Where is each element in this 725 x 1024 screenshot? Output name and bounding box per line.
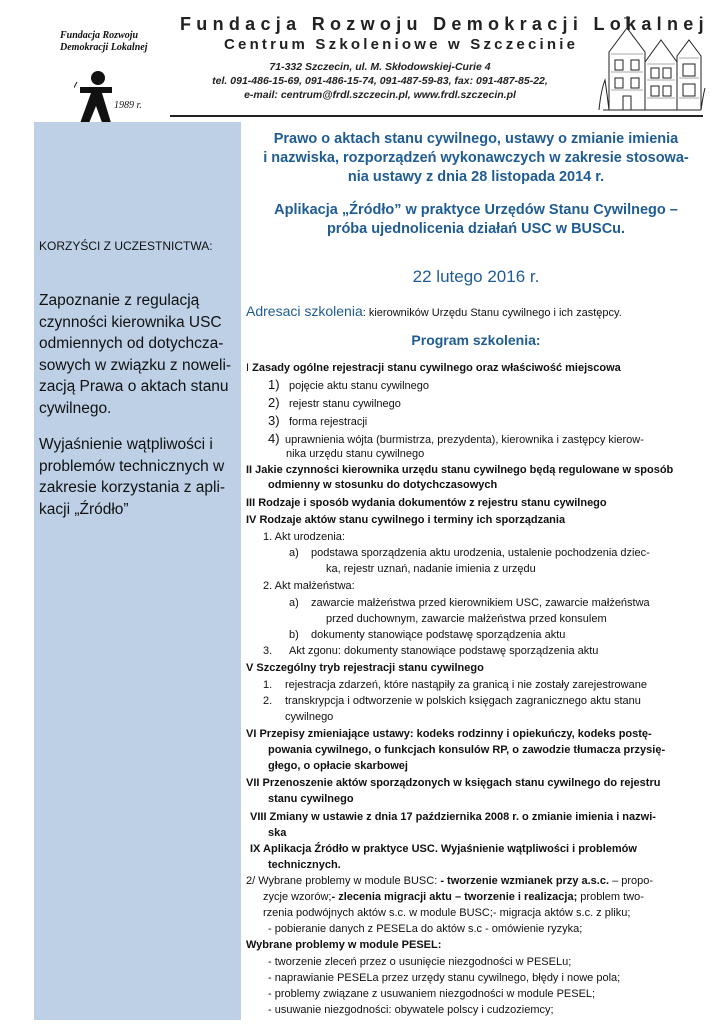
org-name: Fundacja Rozwoju Demokracji Lokalnej (180, 14, 709, 34)
list-item-text: rejestr stanu cywilnego (289, 398, 401, 410)
benefit-1-line: odmiennych od dotychcza- (39, 335, 224, 352)
section-9: IX Aplikacja Źródło w praktyce USC. Wyjaśnienie wątpliwości i problemów (250, 843, 637, 855)
birth-certificate: 1. Akt urodzenia: (263, 531, 345, 543)
busc-problems-continued: rzenia podwójnych aktów s.c. w module BUSC;- migracja aktów s.c. z pliku; (263, 907, 631, 919)
sub-item-text: podstawa sporządzenia aktu urodzenia, ustalenie pochodzenia dziec- (311, 547, 650, 559)
benefit-2-line: kacji „Źródło” (39, 500, 129, 518)
program-heading: Program szkolenia: (411, 332, 541, 348)
marriage-certificate: 2. Akt małżeństwa: (263, 580, 355, 592)
course-subtitle-line: Aplikacja „Źródło” w praktyce Urzędów Stanu Cywilnego – (274, 202, 678, 218)
addressees-text: : kierowników Urzędu Stanu cywilnego i ich zastępcy. (362, 307, 622, 319)
logo-year: 1989 r. (114, 100, 142, 111)
section-2: II Jakie czynności kierownika urzędu stanu cywilnego będą regulowane w sposób (246, 464, 674, 476)
list-item (263, 678, 647, 692)
list-item-continued: nika urzędu stanu cywilnego (286, 448, 425, 460)
pesel-item: - usuwanie niezgodności: obywatele polscy i cudzoziemcy; (268, 1004, 554, 1016)
list-item-num: 1. (263, 679, 273, 691)
sub-item-letter: a) (289, 597, 299, 609)
benefit-1-line: czynności kierownika USC (39, 313, 222, 331)
section-7: VII Przenoszenie aktów sporządzonych w księgach stanu cywilnego do rejestru (246, 777, 661, 789)
section-5: V Szczególny tryb rejestracji stanu cywilnego (246, 662, 484, 674)
pesel-item: - problemy związane z usuwaniem niezgodności w module PESEL; (268, 988, 596, 1000)
benefit-1-line: zacją Prawa o aktach stanu (39, 378, 229, 395)
addressees (246, 303, 622, 321)
benefit-2 (39, 434, 239, 520)
list-item-num: 1) (268, 377, 280, 392)
death-certificate (263, 644, 598, 658)
section-2-continued: odmienny w stosunku do dotychczasowych (268, 479, 498, 491)
section-4: IV Rodzaje aktów stanu cywilnego i terminy ich sporządzania (246, 514, 566, 526)
marriage-item-b (289, 628, 565, 642)
section-7-continued: stanu cywilnego (268, 793, 354, 805)
list-item-text: uprawnienia wójta (burmistrza, prezydenta), kierownika i zastępcy kierow- (285, 434, 644, 446)
section-6-continued: głego, o opłacie skarbowej (268, 760, 408, 772)
list-item-text: pojęcie aktu stanu cywilnego (289, 380, 430, 392)
training-program (246, 122, 706, 1020)
benefit-2-line: Wyjaśnienie wątpliwości i (39, 436, 213, 453)
busc-problems-continued: - pobieranie danych z PESELa do aktów s.c - omówienie ryzyka; (268, 923, 583, 935)
pesel-item: - tworzenie zleceń przez o usunięcie niezgodności w PESELu; (268, 956, 572, 968)
list-item (268, 378, 429, 393)
course-title-line: Prawo o aktach stanu cywilnego, ustawy o zmianie imienia (273, 131, 679, 147)
list-item-text: Akt zgonu: dokumenty stanowiące podstawę sporządzenia aktu (289, 645, 599, 657)
list-item-num: 2. (263, 695, 273, 707)
course-title-line: i nazwiska, rozporządzeń wykonawczych w zakresie stosowa- (263, 150, 689, 166)
section-9-continued: technicznych. (268, 859, 341, 871)
building-drawing-icon (597, 10, 707, 114)
course-subtitle-line: próba ujednolicenia działań USC w BUSCu. (326, 221, 626, 237)
logo-line-2: Demokracji Lokalnej (60, 42, 148, 53)
list-item-text: transkrypcja i odtworzenie w polskich księgach zagranicznego aktu stanu (285, 695, 641, 707)
sub-item-letter: b) (289, 629, 299, 641)
phones: tel. 091-486-15-69, 091-486-15-74, 091-487-59-83, fax: 091-487-85-22, (212, 75, 548, 87)
sub-item-text: dokumenty stanowiące podstawę sporządzenia aktu (311, 629, 566, 641)
list-item (268, 414, 367, 429)
busc-text: zycje wzorów; (263, 891, 332, 903)
course-title-line: nia ustawy z dnia 28 listopada 2014 r. (347, 169, 605, 185)
birth-item-a-continued: ka, rejestr uznań, nadanie imienia z urzędu (326, 563, 536, 575)
section-1 (246, 361, 621, 375)
list-item-num: 3) (268, 413, 280, 428)
list-item-continued: cywilnego (285, 711, 334, 723)
benefit-1-line: cywilnego. (39, 399, 112, 417)
list-item (263, 694, 641, 708)
list-item (268, 396, 401, 411)
logo-line-1: Fundacja Rozwoju (60, 30, 139, 41)
addressees-label: Adresaci szkolenia (246, 303, 363, 319)
benefit-2-line: zakresie korzystania z apli- (39, 479, 226, 496)
busc-item: - tworzenie wzmianek przy a.s.c. (440, 875, 610, 887)
benefits-heading: KORZYŚCI Z UCZESTNICTWA: (39, 239, 213, 253)
pesel-heading: Wybrane problemy w module PESEL: (246, 939, 442, 951)
section-8: VIII Zmiany w ustawie z dnia 17 października 2008 r. o zmianie imienia i nazwi- (250, 811, 656, 823)
busc-item: - zlecenia migracji aktu – tworzenie i realizacja; (331, 891, 578, 903)
pesel-item: - naprawianie PESELa przez urzędy stanu cywilnego, błędy i nowe pola; (268, 972, 621, 984)
address: 71-332 Szczecin, ul. M. Skłodowskiej-Curie 4 (269, 61, 491, 73)
benefit-1-line: Zapoznanie z regulacją (39, 292, 200, 309)
sub-item-letter: a) (289, 547, 299, 559)
section-8-continued: ska (268, 827, 287, 839)
list-item-text: forma rejestracji (289, 416, 368, 428)
section-3: III Rodzaje i sposób wydania dokumentów z rejestru stanu cywilnego (246, 497, 607, 509)
course-subtitle (246, 201, 706, 239)
busc-problems-continued (263, 890, 644, 904)
header-divider (170, 115, 703, 117)
contact: e-mail: centrum@frdl.szczecin.pl, www.frdl.szczecin.pl (244, 89, 516, 101)
section-1-title: Zasady ogólne rejestracji stanu cywilnego oraz właściwość miejscowa (252, 362, 621, 374)
logo-text (60, 30, 148, 54)
busc-text: problem two- (577, 891, 644, 903)
busc-problems (246, 874, 653, 888)
person-figure-icon (74, 70, 118, 130)
list-item-num: 4) (268, 431, 280, 446)
benefit-2-line: problemów technicznych w (39, 457, 225, 475)
benefit-1-line: sowych w związku z noweli- (39, 356, 232, 374)
section-6-continued: powania cywilnego, o funkcjach konsulów RP, o zawodzie tłumacza przysię- (268, 744, 666, 756)
list-item-text: rejestracja zdarzeń, które nastąpiły za granicą i nie zostały zarejestrowane (285, 679, 647, 691)
section-1-prefix: I (246, 362, 253, 374)
benefit-1 (39, 290, 239, 419)
list-item-num: 3. (263, 645, 273, 657)
busc-text: – propo- (609, 875, 654, 887)
list-item (268, 432, 644, 447)
sub-item-text: zawarcie małżeństwa przed kierownikiem USC, zawarcie małżeństwa (311, 597, 650, 609)
benefits-sidebar (34, 122, 241, 1020)
course-title (246, 130, 706, 187)
busc-label: 2/ Wybrane problemy w module BUSC: (246, 875, 441, 887)
section-6: VI Przepisy zmieniające ustawy: kodeks rodzinny i opiekuńczy, kodeks postę- (246, 728, 652, 740)
birth-item-a (289, 546, 650, 560)
marriage-item-a (289, 596, 650, 610)
course-date: 22 lutego 2016 r. (412, 267, 540, 286)
list-item-num: 2) (268, 395, 280, 410)
marriage-item-a-continued: przed duchownym, zawarcie małżeństwa przed konsulem (326, 613, 607, 625)
center-name: Centrum Szkoleniowe w Szczecinie (224, 36, 579, 53)
